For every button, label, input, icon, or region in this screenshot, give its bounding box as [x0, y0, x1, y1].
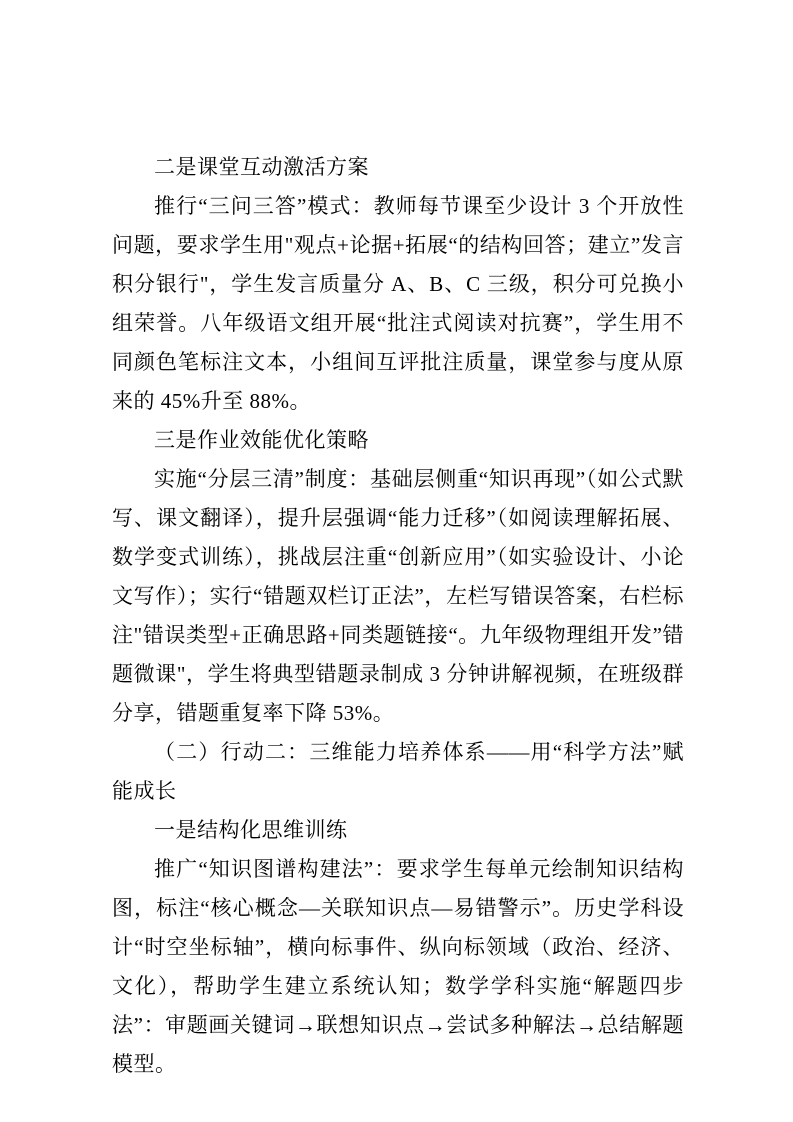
paragraph-heading-1: 一是结构化思维训练 [154, 818, 348, 842]
paragraph-body: 推广“知识图谱构建法”：要求学生每单元绘制知识结构图，标注“核心概念—关联知识点—易错警示”。历史学科设计“时空坐标轴”，横向标事件、纵向标领域（政治、经济、文化），帮助学生建立系统认知；数学学科实施“解题四步法”：审题画关键词→联想知识点→尝试多种解法→总结解题模型。 [112, 857, 684, 1076]
paragraph-heading-2: 二是课堂互动激活方案 [154, 155, 369, 179]
document-body [112, 148, 684, 1084]
paragraph-body: 推行“三问三答”模式：教师每节课至少设计 3 个开放性问题，要求学生用"观点+论据+拓展“的结构回答；建立”发言积分银行"，学生发言质量分 A、B、C 三级，积分可兑换小组荣誉。八年级语文组开展“批注式阅读对抗赛”，学生用不同颜色笔标注文本，小组间互评批注质量，课堂参与度从原来的 45%升至 88%。 [112, 194, 684, 413]
paragraph-body: 实施“分层三清”制度：基础层侧重“知识再现”（如公式默写、课文翻译），提升层强调“能力迁移”（如阅读理解拓展、数学变式训练），挑战层注重“创新应用”（如实验设计、小论文写作）；实行“错题双栏订正法”，左栏写错误答案，右栏标注"错误类型+正确思路+同类题链接“。九年级物理组开发”错题微课"，学生将典型错题录制成 3 分钟讲解视频，在班级群分享，错题重复率下降 53%。 [112, 467, 684, 725]
paragraph-section-heading: （二）行动二：三维能力培养体系——用“科学方法”赋能成长 [112, 740, 684, 803]
paragraph-heading-3: 三是作业效能优化策略 [154, 428, 369, 452]
